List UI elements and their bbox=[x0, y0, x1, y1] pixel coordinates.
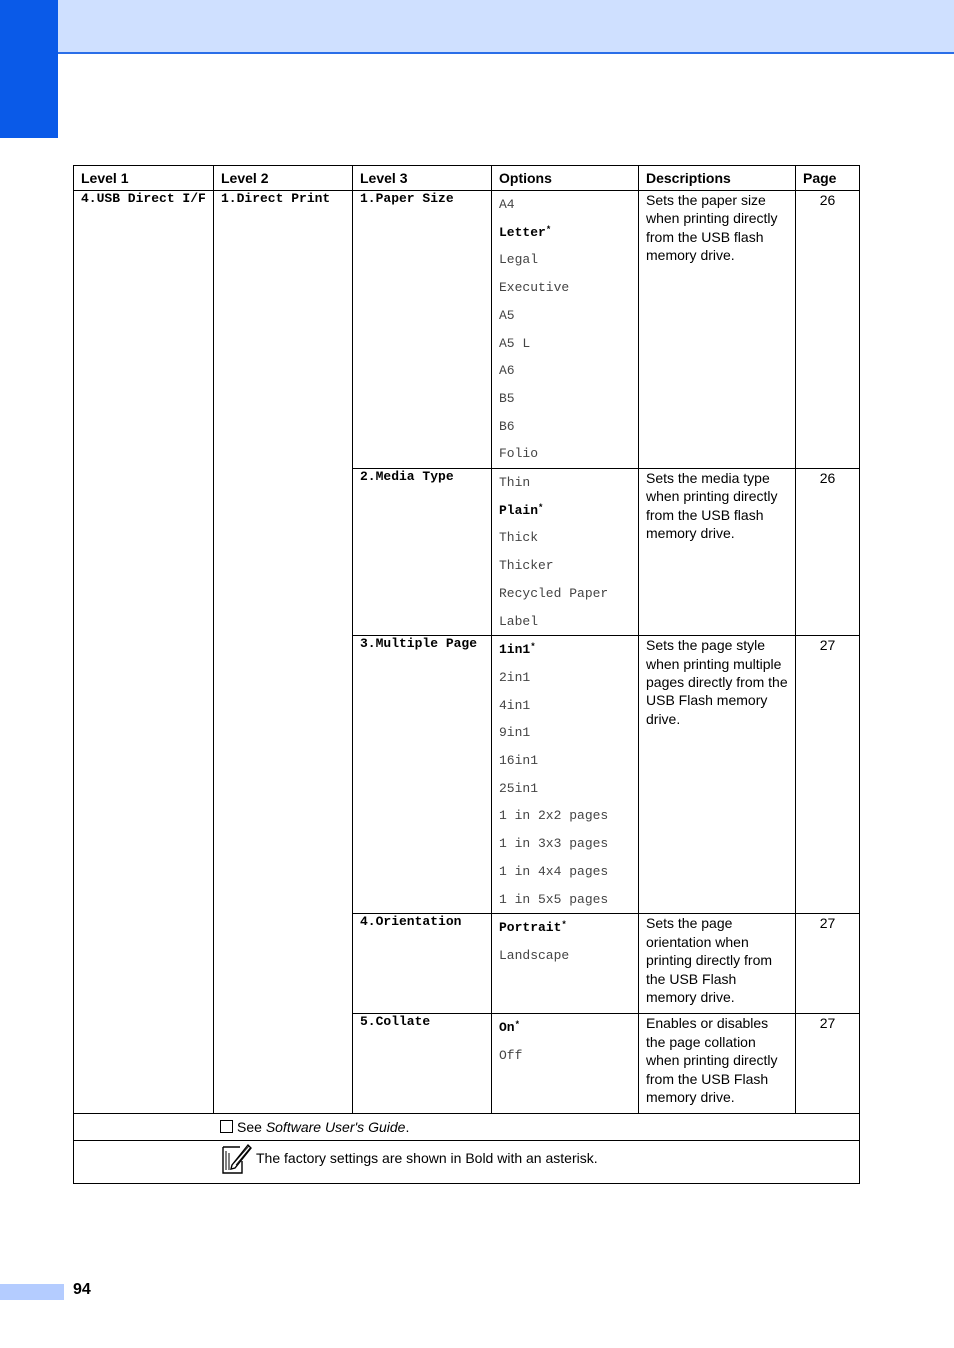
factory-note-row bbox=[74, 1141, 860, 1184]
option-item bbox=[499, 357, 631, 385]
option-label: 1 in 4x4 pages bbox=[499, 863, 609, 879]
option-label: Portrait bbox=[499, 920, 562, 936]
option-label: Thick bbox=[499, 530, 539, 546]
option-item bbox=[499, 914, 631, 942]
option-item bbox=[499, 1042, 631, 1070]
default-asterisk: * bbox=[545, 224, 552, 235]
option-label: A5 L bbox=[499, 335, 531, 351]
description-cell: Sets the paper size when printing directly from the USB flash memory drive. bbox=[639, 191, 796, 469]
see-prefix: See bbox=[237, 1119, 262, 1136]
option-label: Folio bbox=[499, 446, 539, 462]
option-label: 9in1 bbox=[499, 725, 531, 741]
option-label: 16in1 bbox=[499, 753, 539, 769]
level2-cell: 1.Direct Print bbox=[214, 191, 353, 1114]
option-label: Legal bbox=[499, 252, 539, 268]
option-item bbox=[499, 330, 631, 358]
menu-table bbox=[73, 165, 860, 1184]
option-item bbox=[499, 552, 631, 580]
option-item bbox=[499, 1014, 631, 1042]
option-label: Thicker bbox=[499, 558, 554, 574]
option-item bbox=[499, 942, 631, 970]
option-item bbox=[499, 608, 631, 636]
page-ref-cell: 27 bbox=[796, 636, 860, 914]
option-item bbox=[499, 636, 631, 664]
option-label: 1 in 5x5 pages bbox=[499, 891, 609, 907]
default-asterisk: * bbox=[530, 642, 536, 653]
level3-cell: 5.Collate bbox=[353, 1014, 492, 1114]
option-label: A6 bbox=[499, 363, 515, 379]
option-item bbox=[499, 747, 631, 775]
options-cell bbox=[492, 1014, 639, 1114]
header-band bbox=[58, 0, 954, 54]
page-number: 94 bbox=[73, 1281, 91, 1298]
option-label: Executive bbox=[499, 280, 570, 296]
options-cell bbox=[492, 469, 639, 636]
checkbox-icon bbox=[220, 1120, 233, 1133]
option-label: B6 bbox=[499, 418, 515, 434]
option-item bbox=[499, 385, 631, 413]
option-item bbox=[499, 440, 631, 468]
option-item bbox=[499, 580, 631, 608]
page-ref-cell: 27 bbox=[796, 1014, 860, 1114]
option-label: On bbox=[499, 1020, 515, 1036]
option-item bbox=[499, 219, 631, 247]
option-label: B5 bbox=[499, 390, 515, 406]
option-label: 1in1 bbox=[499, 642, 531, 658]
level3-cell: 1.Paper Size bbox=[353, 191, 492, 469]
header-descriptions: Descriptions bbox=[639, 166, 796, 191]
option-label: Plain bbox=[499, 502, 539, 518]
menu-row bbox=[74, 191, 860, 469]
option-item bbox=[499, 302, 631, 330]
option-item bbox=[499, 775, 631, 803]
description-cell: Enables or disables the page collation when printing directly from the USB Flash memory drive. bbox=[639, 1014, 796, 1114]
header-level1: Level 1 bbox=[74, 166, 214, 191]
factory-note-text: The factory settings are shown in Bold with an asterisk. bbox=[256, 1150, 598, 1167]
option-item bbox=[499, 274, 631, 302]
option-label: Letter bbox=[499, 224, 546, 240]
level3-cell: 4.Orientation bbox=[353, 914, 492, 1014]
option-label: Label bbox=[499, 613, 539, 629]
see-guide-row bbox=[74, 1114, 860, 1141]
level3-cell: 2.Media Type bbox=[353, 469, 492, 636]
option-label: Thin bbox=[499, 475, 531, 491]
option-item bbox=[499, 246, 631, 274]
see-suffix: . bbox=[405, 1119, 410, 1136]
default-asterisk: * bbox=[514, 1020, 521, 1031]
header-row bbox=[74, 166, 860, 191]
option-label: Landscape bbox=[499, 947, 570, 963]
pencil-note-icon bbox=[220, 1141, 252, 1175]
option-label: 1 in 3x3 pages bbox=[499, 836, 609, 852]
option-item bbox=[499, 802, 631, 830]
option-label: 4in1 bbox=[499, 697, 531, 713]
option-item bbox=[499, 497, 631, 525]
level3-cell: 3.Multiple Page bbox=[353, 636, 492, 914]
option-label: 25in1 bbox=[499, 780, 539, 796]
option-item bbox=[499, 524, 631, 552]
page-ref-cell: 26 bbox=[796, 469, 860, 636]
option-item bbox=[499, 886, 631, 914]
default-asterisk: * bbox=[561, 920, 567, 931]
chapter-tab bbox=[0, 0, 58, 138]
option-label: A5 bbox=[499, 307, 515, 323]
description-cell: Sets the page orientation when printing directly from the USB Flash memory drive. bbox=[639, 914, 796, 1014]
options-cell bbox=[492, 191, 639, 469]
option-item bbox=[499, 692, 631, 720]
see-guide-title: Software User's Guide bbox=[265, 1119, 406, 1136]
option-item bbox=[499, 469, 631, 497]
header-page: Page bbox=[796, 166, 860, 191]
option-item bbox=[499, 830, 631, 858]
page-ref-cell: 26 bbox=[796, 191, 860, 469]
header-level2: Level 2 bbox=[214, 166, 353, 191]
option-item bbox=[499, 664, 631, 692]
header-level3: Level 3 bbox=[353, 166, 492, 191]
option-item bbox=[499, 858, 631, 886]
option-label: 2in1 bbox=[499, 669, 531, 685]
description-cell: Sets the page style when printing multiple pages directly from the USB Flash memory drive. bbox=[639, 636, 796, 914]
header-options: Options bbox=[492, 166, 639, 191]
option-item bbox=[499, 719, 631, 747]
options-cell bbox=[492, 914, 639, 1014]
level1-cell: 4.USB Direct I/F bbox=[74, 191, 214, 1114]
option-label: Off bbox=[499, 1047, 523, 1063]
default-asterisk: * bbox=[538, 502, 544, 513]
option-label: 1 in 2x2 pages bbox=[499, 808, 609, 824]
factory-note bbox=[74, 1141, 860, 1184]
option-item bbox=[499, 413, 631, 441]
description-cell: Sets the media type when printing directly from the USB flash memory drive. bbox=[639, 469, 796, 636]
footer-band bbox=[0, 1284, 64, 1300]
option-label: Recycled Paper bbox=[499, 585, 609, 601]
see-guide-note bbox=[74, 1114, 860, 1141]
option-label: A4 bbox=[499, 197, 515, 212]
options-cell bbox=[492, 636, 639, 914]
page-ref-cell: 27 bbox=[796, 914, 860, 1014]
option-item bbox=[499, 191, 631, 219]
